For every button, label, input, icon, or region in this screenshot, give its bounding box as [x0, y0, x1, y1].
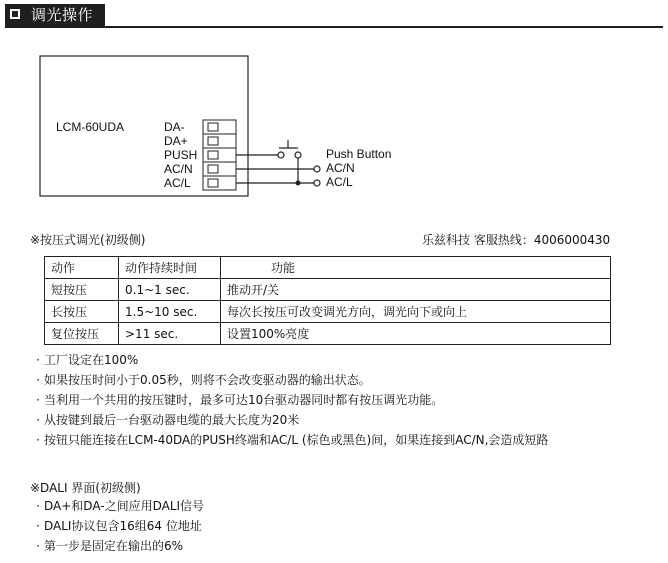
table-cell: 短按压: [45, 279, 119, 301]
list-item: · DALI协议包含16组64 位地址: [36, 519, 202, 533]
dali-title: ※DALI 界面(初级侧): [30, 481, 141, 495]
table-row: [45, 323, 611, 345]
list-item: · 当利用一个共用的按压键时，最多可达10台驱动器同时都有按压调光功能。: [36, 393, 444, 407]
pin-label-ac-l: AC/L: [164, 176, 191, 190]
terminal-block: [203, 120, 236, 190]
pin-label-ac-n: AC/N: [164, 162, 193, 176]
list-item: · 第一步是固定在输出的6%: [36, 539, 184, 553]
pin-labels: [164, 120, 197, 190]
section-title: 调光操作: [31, 6, 94, 24]
dali-notes-list: [32, 496, 204, 556]
external-labels: [326, 147, 391, 189]
table-cell: 0.1~1 sec.: [119, 279, 221, 301]
list-item: · 工厂设定在100%: [36, 353, 139, 367]
push-action-table: [44, 256, 611, 345]
table-cell: 长按压: [45, 301, 119, 323]
device-label: LCM-60UDA: [56, 120, 125, 134]
table-header: 动作持续时间: [119, 257, 221, 279]
list-item: · 从按键到最后一台驱动器电缆的最大长度为20米: [36, 413, 300, 427]
table-header: 动作: [45, 257, 119, 279]
table-cell: 设置100%亮度: [221, 323, 611, 345]
table-cell: >11 sec.: [119, 323, 221, 345]
table-cell: 复位按压: [45, 323, 119, 345]
hotline-text: 乐兹科技 客服热线：4006000430: [422, 233, 611, 247]
pin-label-push: PUSH: [164, 148, 198, 162]
table-header: 功能: [221, 257, 611, 279]
table-cell: 推动开/关: [221, 279, 611, 301]
table-header-row: [45, 257, 611, 279]
push-button-label: Push Button: [326, 147, 392, 161]
ac-l-label: AC/L: [326, 175, 353, 189]
push-dimming-title: ※按压式调光(初级侧): [30, 233, 146, 247]
push-notes-list: [32, 350, 548, 450]
table-cell: 1.5~10 sec.: [119, 301, 221, 323]
pin-label-da-minus: DA-: [164, 120, 185, 134]
table-cell: 每次长按压可改变调光方向，调光向下或向上: [221, 301, 611, 323]
list-item: · 如果按压时间小于0.05秒，则将不会改变驱动器的输出状态。: [36, 373, 371, 387]
list-item: · DA+和DA-之间应用DALI信号: [36, 499, 205, 513]
list-item: · 按钮只能连接在LCM-40DA的PUSH终端和AC/L (棕色或黑色)间，如果连接到AC/N,会造成短路: [36, 433, 549, 447]
ac-n-label: AC/N: [326, 161, 355, 175]
pin-label-da-plus: DA+: [164, 134, 188, 148]
table-row: [45, 279, 611, 301]
table-row: [45, 301, 611, 323]
wiring-diagram: [0, 0, 668, 230]
